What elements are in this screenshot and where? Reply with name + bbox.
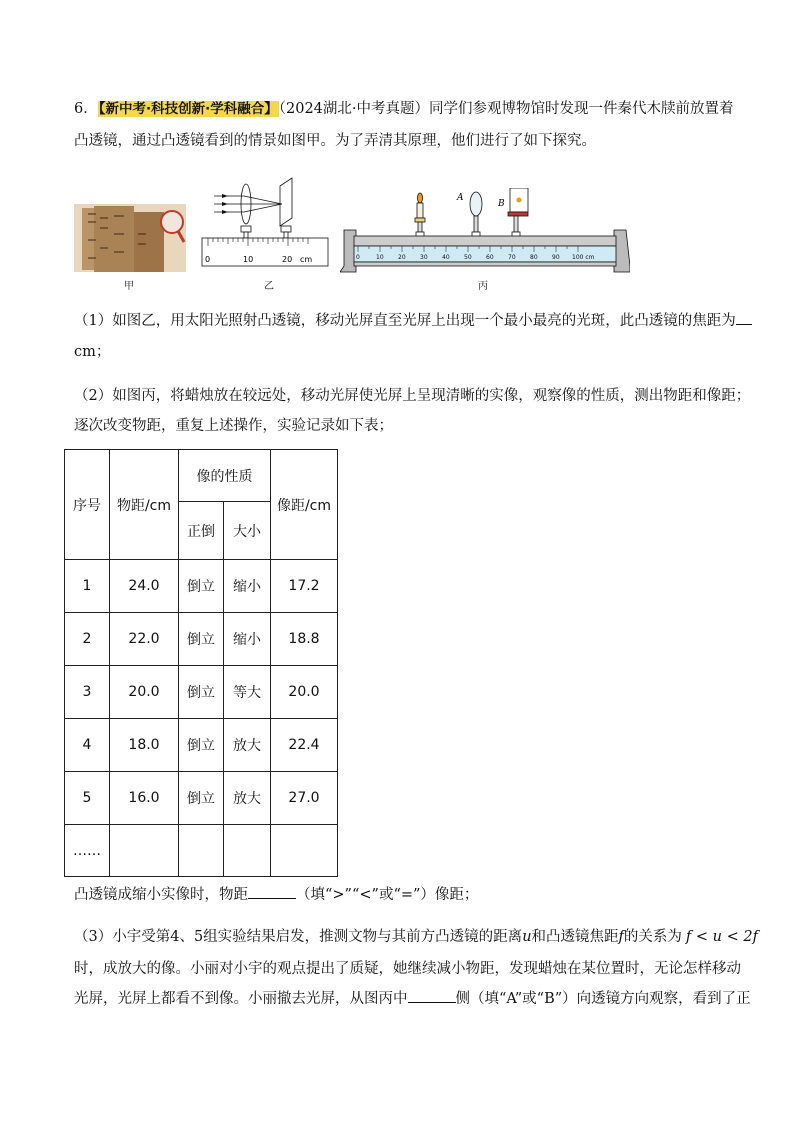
part3-line3 — [74, 988, 751, 1010]
figure-jia-caption: 甲 — [124, 281, 134, 292]
figure-yi-caption: 乙 — [264, 281, 274, 292]
cell-size: 放大 — [224, 719, 271, 772]
cell-image-distance: 18.8 — [271, 613, 338, 666]
bench-tick-10: 10 — [376, 254, 384, 261]
symbol-u: u — [522, 929, 532, 945]
symbol-f: f — [618, 929, 624, 945]
question-intro-line1 — [74, 98, 734, 120]
cell-object-distance: 24.0 — [110, 560, 179, 613]
question-tag: 【新中考·科技创新·学科融合】 — [98, 101, 278, 117]
part3-line2: 时，成放大的像。小丽对小宇的观点提出了质疑，她继续减小物距，发现蜡烛在某位置时，无论怎样移动 — [74, 961, 741, 977]
bench-tick-50: 50 — [464, 254, 472, 261]
question-number: 6． — [74, 101, 98, 117]
cell-object-distance: 16.0 — [110, 772, 179, 825]
header-object-distance: 物距/cm — [110, 450, 179, 560]
bench-tick-100cm: 100 cm — [572, 254, 595, 261]
label-a: A — [457, 193, 464, 203]
bench-tick-90: 90 — [552, 254, 560, 261]
cell-size: 缩小 — [224, 613, 271, 666]
cell-index: …… — [65, 825, 110, 877]
cell-size: 等大 — [224, 666, 271, 719]
inequality: f < u < 2f — [685, 929, 758, 945]
screen — [508, 188, 528, 238]
cell-object-distance: 20.0 — [110, 666, 179, 719]
figure-yi-tick-cm: cm — [300, 255, 313, 264]
cell-orientation: 倒立 — [179, 772, 224, 825]
figure-yi-tick-20: 20 — [282, 255, 293, 264]
cell-size: 缩小 — [224, 560, 271, 613]
part2-line2: 逐次改变物距，重复上述操作，实验记录如下表； — [74, 418, 393, 434]
cell-orientation: 倒立 — [179, 719, 224, 772]
bench — [340, 230, 630, 272]
part1-text: （1）如图乙，用太阳光照射凸透镜，移动光屏直至光屏上出现一个最小最亮的光斑，此凸透镜的焦距为 — [74, 313, 736, 329]
question-intro-text: 同学们参观博物馆时发现一件秦代木牍前放置着 — [429, 101, 734, 117]
part2-line1: （2）如图丙，将蜡烛放在较远处，移动光屏使光屏上呈现清晰的实像，观察像的性质，测出物距和像距； — [74, 388, 751, 404]
part1-line2: cm； — [74, 344, 111, 360]
cell-index: 1 — [65, 560, 110, 613]
candle — [415, 193, 425, 238]
figure-bing-diagram — [340, 188, 630, 276]
cell-index: 2 — [65, 613, 110, 666]
figure-yi-diagram — [200, 174, 330, 276]
cell-image-distance: 22.4 — [271, 719, 338, 772]
part1-focal-length-blank[interactable] — [736, 310, 752, 325]
bench-tick-20: 20 — [398, 254, 406, 261]
bench-tick-40: 40 — [442, 254, 450, 261]
cell-orientation: 倒立 — [179, 613, 224, 666]
cell-index: 5 — [65, 772, 110, 825]
bench-tick-0: 0 — [356, 254, 360, 261]
bench-tick-30: 30 — [420, 254, 428, 261]
experiment-table — [64, 449, 338, 877]
header-image-distance: 像距/cm — [271, 450, 338, 560]
after-table-line — [74, 884, 478, 906]
part3-text-c: 的关系为 — [623, 929, 682, 945]
label-b: B — [498, 199, 505, 209]
cell-orientation: 倒立 — [179, 666, 224, 719]
figure-bing-caption: 丙 — [478, 281, 488, 292]
part3-text-line3-b: 侧（填“A”或“B”）向透镜方向观察，看到了正 — [455, 991, 751, 1007]
figure-yi-tick-10: 10 — [243, 255, 254, 264]
header-index: 序号 — [65, 450, 110, 560]
cell-size — [224, 825, 271, 877]
part3-text-line3-a: 光屏，光屏上都看不到像。小丽撤去光屏，从图丙中 — [74, 991, 408, 1007]
figure-jia-photo — [74, 204, 186, 272]
cell-image-distance: 20.0 — [271, 666, 338, 719]
comparison-blank[interactable] — [248, 884, 296, 899]
cell-index: 3 — [65, 666, 110, 719]
table-row — [65, 560, 338, 613]
cell-object-distance: 22.0 — [110, 613, 179, 666]
bench-tick-60: 60 — [486, 254, 494, 261]
part3-text-a: （3）小宇受第4、5组实验结果启发，推测文物与其前方凸透镜的距离 — [74, 929, 523, 945]
cell-orientation — [179, 825, 224, 877]
lens — [470, 192, 482, 238]
part3-line1 — [74, 926, 758, 948]
after-table-text-before: 凸透镜成缩小实像时，物距 — [74, 887, 248, 903]
cell-image-distance: 27.0 — [271, 772, 338, 825]
bench-tick-70: 70 — [508, 254, 516, 261]
figure-yi-tick-0: 0 — [205, 255, 211, 264]
part1-line1 — [74, 310, 752, 332]
side-blank[interactable] — [408, 988, 456, 1003]
header-orientation: 正倒 — [179, 502, 224, 560]
cell-image-distance — [271, 825, 338, 877]
cell-object-distance — [110, 825, 179, 877]
cell-orientation: 倒立 — [179, 560, 224, 613]
table-row — [65, 719, 338, 772]
question-source: （2024湖北·中考真题） — [278, 101, 430, 117]
table-row — [65, 772, 338, 825]
table-row — [65, 666, 338, 719]
cell-image-distance: 17.2 — [271, 560, 338, 613]
part3-text-b: 和凸透镜焦距 — [531, 929, 619, 945]
cell-index: 4 — [65, 719, 110, 772]
after-table-text-after: （填“>”“<”或“=”）像距； — [296, 887, 479, 903]
header-image-nature: 像的性质 — [179, 450, 271, 502]
table-row — [65, 613, 338, 666]
cell-size: 放大 — [224, 772, 271, 825]
header-size: 大小 — [224, 502, 271, 560]
cell-object-distance: 18.0 — [110, 719, 179, 772]
question-intro-line2: 凸透镜，通过凸透镜看到的情景如图甲。为了弄清其原理，他们进行了如下探究。 — [74, 133, 596, 149]
bench-tick-80: 80 — [530, 254, 538, 261]
table-row — [65, 825, 338, 877]
